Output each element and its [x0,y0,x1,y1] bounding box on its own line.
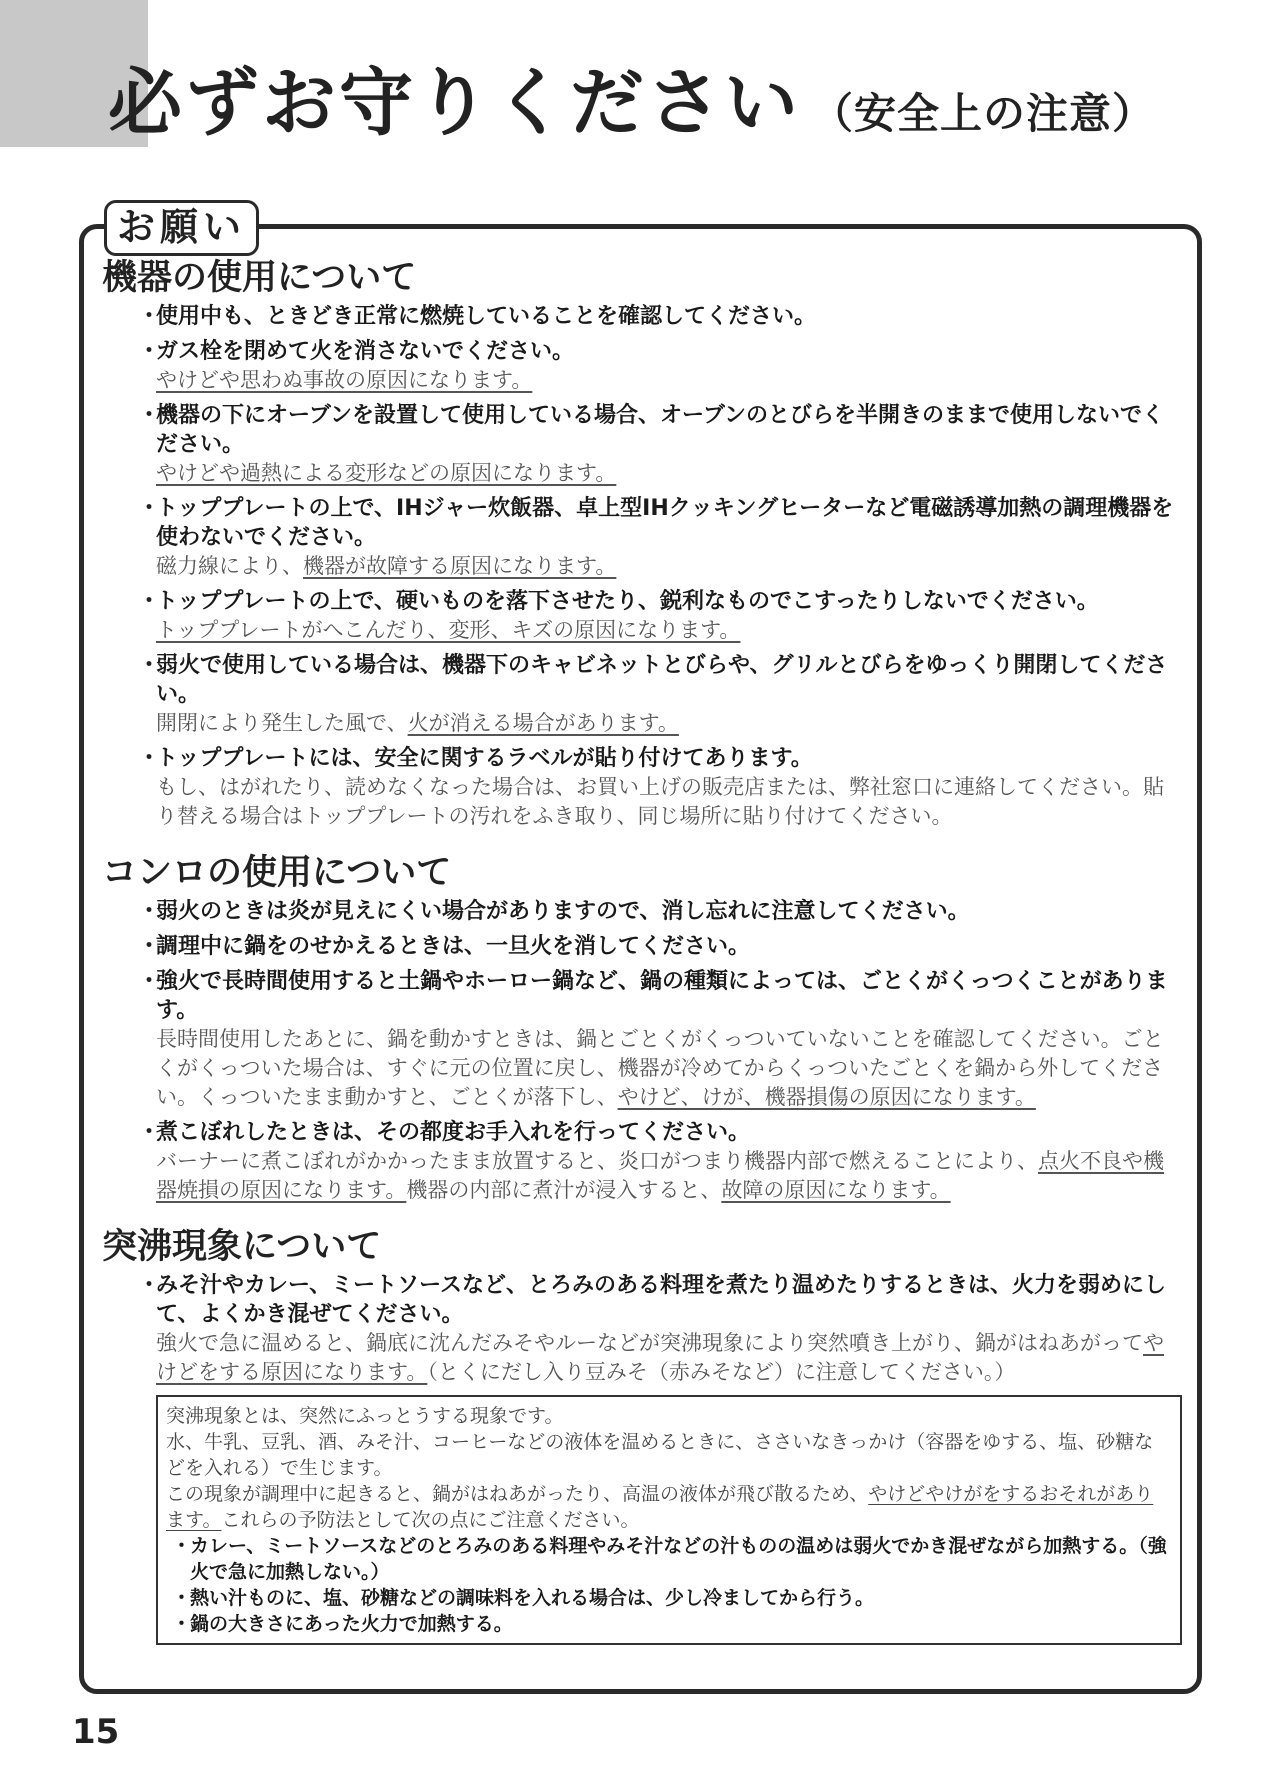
bullet: ・ [172,1613,192,1635]
item-note-warning: 機器が故障する原因になります。 [303,554,617,578]
list-item [102,1118,1184,1205]
item-main: みそ汁やカレー、ミートソースなど、とろみのある料理を煮たり温めたりするときは、火力を弱めにして、よくかき混ぜてください。 [156,1273,1167,1327]
item-main: 調理中に鍋をのせかえるときは、一旦火を消してください。 [156,934,751,959]
list-item [102,494,1184,581]
item-note-text: 開閉により発生した風で、 [156,711,408,735]
info-box-line: 水、牛乳、豆乳、酒、みそ汁、コーヒーなどの液体を温めるときに、ささいなきっかけ（容器をゆする、塩、砂糖などを入れる）で生じます。 [166,1431,1154,1479]
bullet: ・ [138,403,161,428]
panel-tag: お願い [104,200,259,256]
bullet: ・ [138,339,161,364]
info-box-bullet [166,1533,1172,1585]
list-item [102,897,1184,926]
list-item [102,651,1184,738]
bullet: ・ [172,1535,192,1557]
info-box-bullet [166,1585,1172,1611]
info-box-bullet-text: 熱い汁ものに、塩、砂糖などの調味料を入れる場合は、少し冷ましてから行う。 [190,1587,875,1609]
info-box-warning: やけどやけがをするおそれがあります。 [166,1483,1154,1531]
bullet: ・ [138,589,161,614]
item-note-warning: やけどをする原因になります。 [156,1331,1164,1384]
info-box-text: これらの予防法として次の点にご注意ください。 [221,1509,640,1531]
item-note [156,1025,1184,1112]
list-item [102,744,1184,831]
item-note-text: 強火で急に温めると、鍋底に沈んだみそやルーなどが突沸現象により突然噴き上がり、鍋がはねあがって [156,1331,1143,1355]
item-main: トッププレートの上で、硬いものを落下させたり、鋭利なものでこすったりしないでください。 [156,589,1099,614]
item-note-text: 磁力線により、 [156,554,303,578]
list-item [102,302,1184,331]
page-number: 15 [72,1712,120,1752]
list-item [102,337,1184,395]
item-note-warning: トッププレートがへこんだり、変形、キズの原因になります。 [156,618,741,642]
section-gap [102,837,1184,851]
page-title [108,60,1156,146]
list-item [102,401,1184,488]
item-note-warning: やけどや過熱による変形などの原因になります。 [156,461,617,485]
list-item [102,932,1184,961]
item-note-warning: 故障の原因になります。 [721,1178,951,1202]
bullet: ・ [138,899,161,924]
item-note-text: バーナーに煮こぼれがかかったまま放置すると、炎口がつまり機器内部で燃えることにより、 [156,1149,1038,1173]
item-note [156,366,1184,395]
bullet: ・ [138,1120,161,1145]
item-note [156,709,1184,738]
bullet: ・ [138,496,161,521]
item-main: 煮こぼれしたときは、その都度お手入れを行ってください。 [156,1120,751,1145]
item-main: 弱火のときは炎が見えにくい場合がありますので、消し忘れに注意してください。 [156,899,970,924]
item-main: 弱火で使用している場合は、機器下のキャビネットとびらや、グリルとびらをゆっくり開閉してください。 [156,653,1168,707]
item-main: トッププレートには、安全に関するラベルが貼り付けてあります。 [156,746,813,771]
item-note [156,1147,1184,1205]
item-note [156,616,1184,645]
item-note-warning: やけど、けが、機器損傷の原因になります。 [617,1085,1036,1109]
panel-content [102,256,1184,1645]
page-title-main: 必ずお守りください [108,60,801,146]
list-item [102,587,1184,645]
item-main: ガス栓を閉めて火を消さないでください。 [156,339,575,364]
item-note [156,459,1184,488]
bullet: ・ [138,653,161,678]
section-title-bumping: 突沸現象について [102,1227,382,1267]
info-box-text: この現象が調理中に起きると、鍋がはねあがったり、高温の液体が飛び散るため、 [166,1483,869,1505]
item-note [156,1329,1184,1387]
item-note-warning: やけどや思わぬ事故の原因になります。 [156,368,533,392]
bullet: ・ [138,304,161,329]
page-subtitle: （安全上の注意） [811,89,1156,138]
item-note-text: 長時間使用したあとに、鍋を動かすときは、鍋とごとくがくっついていないことを確認してください。ごとくがくっついた場合は、すぐに元の位置に戻し、機器が冷めてからくっついたごとくを鍋から外してください。くっついたまま動かすと、ごとくが落下し、 [156,1027,1164,1109]
item-main: 使用中も、ときどき正常に燃焼していることを確認してください。 [156,304,817,329]
bullet: ・ [138,746,161,771]
item-main: トッププレートの上で、IHジャー炊飯器、卓上型IHクッキングヒーターなど電磁誘導加熱の調理機器を使わないでください。 [156,496,1174,550]
item-note-text: 機器の内部に煮汁が浸入すると、 [406,1178,722,1202]
item-note-text: （とくにだし入り豆みそ（赤みそなど）に注意してください。） [427,1360,1016,1384]
section-title-stove-use: コンロの使用について [102,853,452,893]
item-note-warning: 火が消える場合があります。 [407,711,679,735]
bullet: ・ [172,1587,192,1609]
info-box-bullet-text: 鍋の大きさにあった火力で加熱する。 [190,1613,513,1635]
info-box-bullet-text: カレー、ミートソースなどのとろみのある料理やみそ汁などの汁ものの温めは弱火でかき混ぜながら加熱する。（強火で急に加熱しない。） [190,1535,1167,1583]
bullet: ・ [138,969,161,994]
section-title-device-use: 機器の使用について [102,258,417,298]
item-note: もし、はがれたり、読めなくなった場合は、お買い上げの販売店または、弊社窓口に連絡してください。貼り替える場合はトッププレートの汚れをふき取り、同じ場所に貼り付けてください。 [156,775,1164,828]
item-note-warning: 点火不良や機器焼損の原因になります。 [156,1149,1164,1202]
section-gap [102,1211,1184,1225]
bullet: ・ [138,1273,161,1298]
item-main: 強火で長時間使用すると土鍋やホーロー鍋など、鍋の種類によっては、ごとくがくっつくことがあります。 [156,969,1168,1023]
list-item [102,967,1184,1112]
info-box-bullet [166,1611,1172,1637]
info-box [156,1395,1182,1645]
bullet: ・ [138,934,161,959]
list-item [102,1271,1184,1387]
info-box-line [166,1481,1172,1533]
item-main: 機器の下にオーブンを設置して使用している場合、オーブンのとびらを半開きのままで使用しないでください。 [156,403,1165,457]
info-box-line: 突沸現象とは、突然にふっとうする現象です。 [166,1405,564,1427]
item-note [156,552,1184,581]
